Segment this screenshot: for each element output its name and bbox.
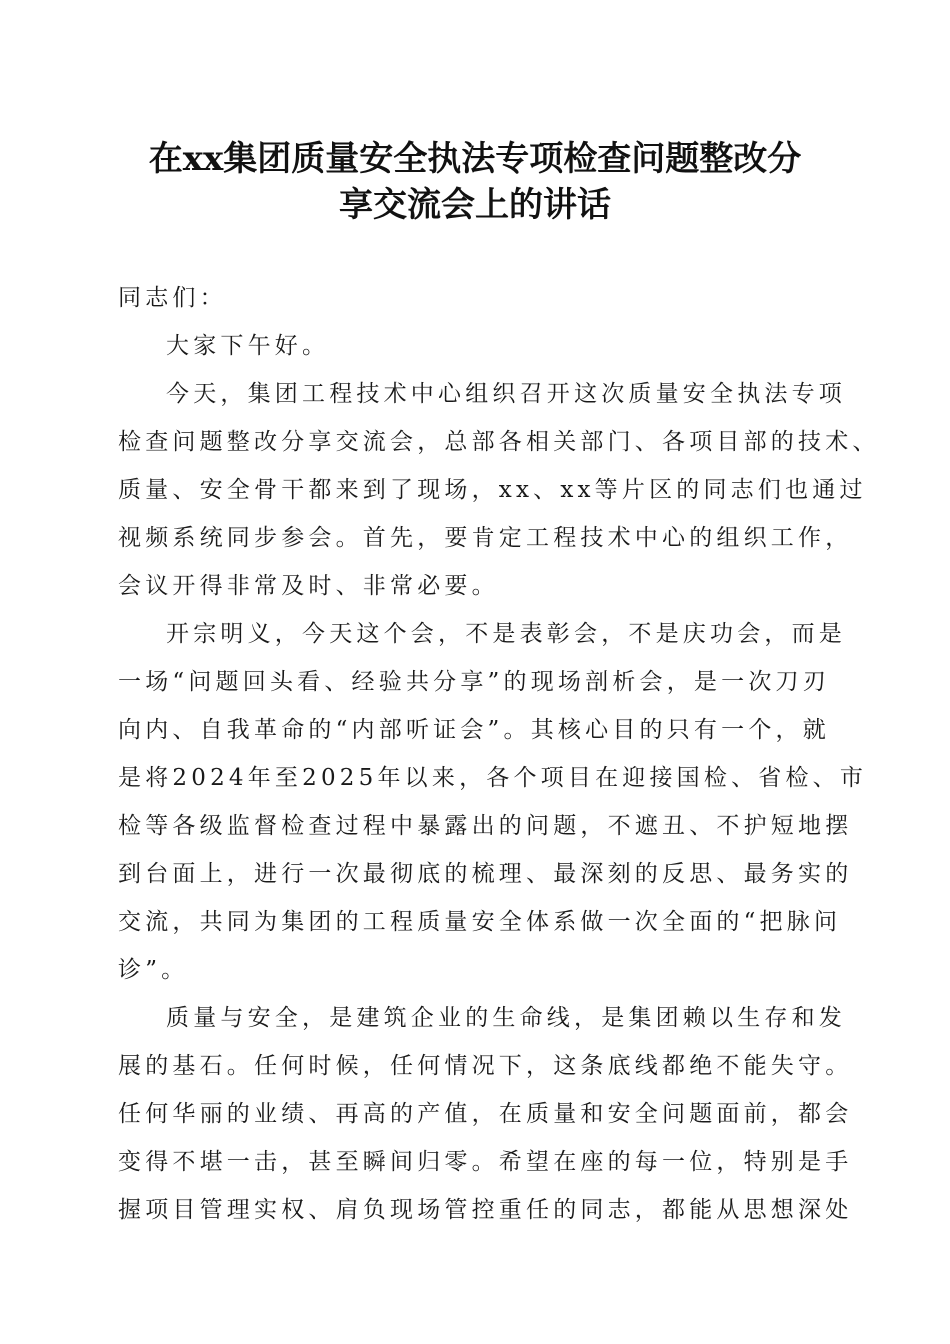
text-line: 到台面上，进行一次最彻底的梳理、最深刻的反思、最务实的	[118, 861, 853, 887]
text-line: 开宗明义，今天这个会，不是表彰会，不是庆功会，而是	[166, 621, 846, 647]
text-line: 大家下午好。	[166, 333, 330, 359]
text-line: 质量、安全骨干都来到了现场，xx、xx等片区的同志们也通过	[118, 477, 867, 503]
paragraph	[118, 994, 853, 1234]
document-title	[100, 136, 850, 228]
text-line: 任何华丽的业绩、再高的产值，在质量和安全问题面前，都会	[118, 1101, 853, 1127]
text-line: 交流，共同为集团的工程质量安全体系做一次全面的“把脉问	[118, 909, 842, 935]
text-line: 一场“问题回头看、经验共分享”的现场剖析会，是一次刀刃	[118, 669, 830, 695]
title-line: 在xx集团质量安全执法专项检查问题整改分	[148, 139, 802, 179]
document-body	[118, 274, 880, 1234]
paragraph	[118, 610, 868, 994]
title-line: 享交流会上的讲话	[339, 185, 611, 225]
text-line: 今天，集团工程技术中心组织召开这次质量安全执法专项	[166, 381, 846, 407]
text-line: 变得不堪一击，甚至瞬间归零。希望在座的每一位，特别是手	[118, 1149, 853, 1175]
text-line: 检等各级监督检查过程中暴露出的问题，不遮丑、不护短地摆	[118, 813, 853, 839]
text-line: 视频系统同步参会。首先，要肯定工程技术中心的组织工作，	[118, 525, 853, 551]
text-line: 质量与安全，是建筑企业的生命线，是集团赖以生存和发	[166, 1005, 846, 1031]
text-line: 诊”。	[118, 957, 189, 983]
text-line: 检查问题整改分享交流会，总部各相关部门、各项目部的技术、	[118, 429, 880, 455]
text-line: 展的基石。任何时候，任何情况下，这条底线都绝不能失守。	[118, 1053, 853, 1079]
text-line: 同志们：	[118, 285, 227, 311]
text-line: 会议开得非常及时、非常必要。	[118, 573, 499, 599]
text-line: 握项目管理实权、肩负现场管控重任的同志，都能从思想深处	[118, 1197, 853, 1223]
salutation	[118, 274, 838, 322]
paragraph	[118, 370, 880, 610]
text-line: 是将2024年至2025年以来，各个项目在迎接国检、省检、市	[118, 765, 868, 791]
text-line: 向内、自我革命的“内部听证会”。其核心目的只有一个，就	[118, 717, 830, 743]
paragraph	[118, 322, 838, 370]
